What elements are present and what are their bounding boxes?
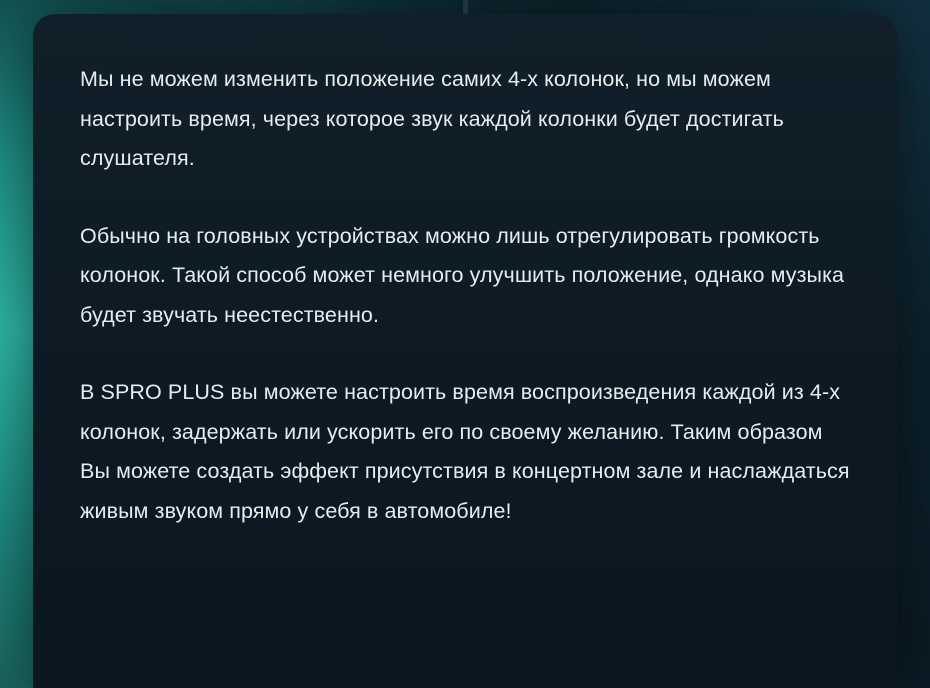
content-card: [33, 14, 897, 688]
paragraph-3: В SPRO PLUS вы можете настроить время воспроизведения каждой из 4-х колонок, задержать или ускорить его по своему желанию. Таким образом Вы можете создать эффект присутствия в концертном зале и наслаждаться живым звуком прямо у себя в автомобиле!: [80, 380, 850, 523]
paragraph-1: Мы не можем изменить положение самих 4-х колонок, но мы можем настроить время, через которое звук каждой колонки будет достигать слушателя.: [80, 67, 784, 170]
paragraph-2: Обычно на головных устройствах можно лишь отрегулировать громкость колонок. Такой способ может немного улучшить положение, однако музыка будет звучать неестественно.: [80, 223, 845, 327]
content-card-body: [33, 14, 897, 531]
